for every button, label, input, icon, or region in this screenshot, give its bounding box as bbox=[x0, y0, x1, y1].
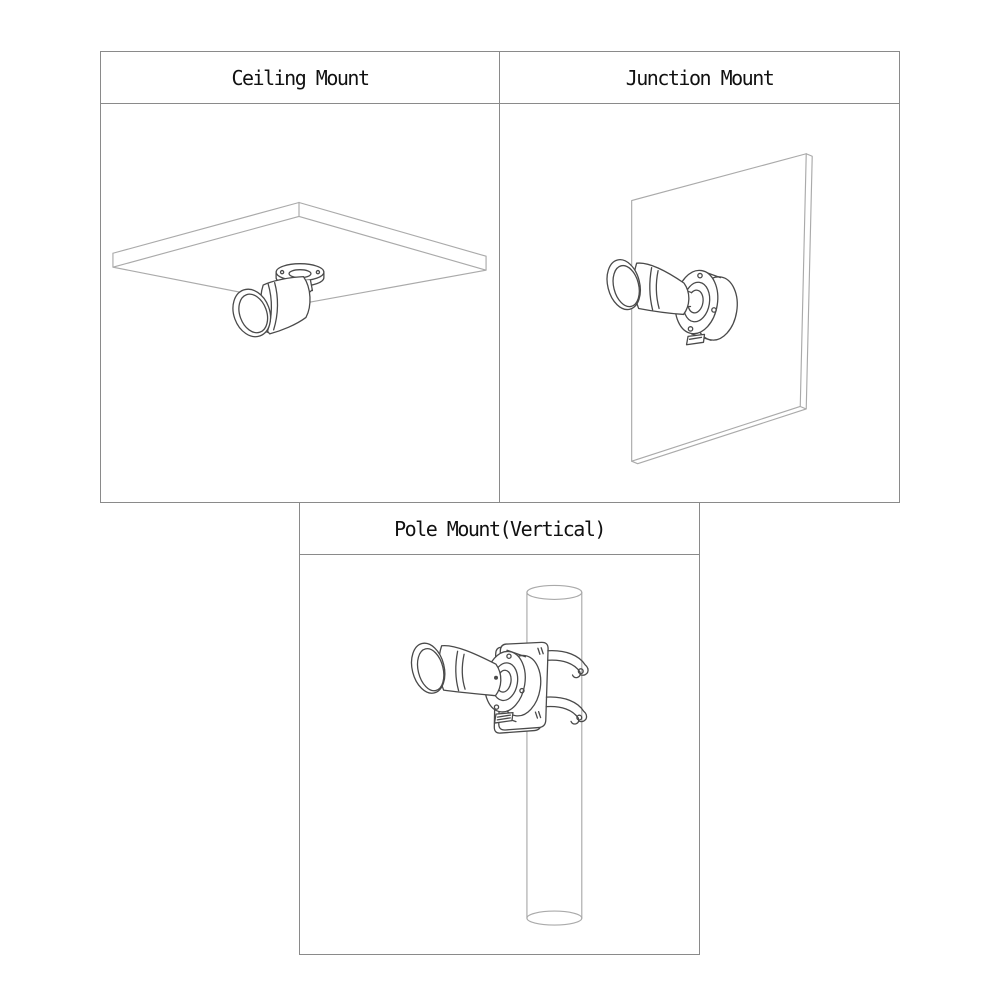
bullet-camera bbox=[407, 640, 501, 697]
panel-title-ceiling: Ceiling Mount bbox=[101, 52, 499, 104]
panel-junction-mount bbox=[499, 51, 900, 503]
panel-ceiling-mount bbox=[100, 51, 500, 503]
panel-title-junction: Junction Mount bbox=[500, 52, 899, 104]
panel-body-pole bbox=[300, 555, 699, 954]
pole bbox=[527, 585, 582, 925]
ceiling-mount-illustration bbox=[101, 104, 499, 502]
stem-screw-dot bbox=[494, 676, 498, 680]
junction-mount-illustration bbox=[500, 104, 899, 502]
bullet-camera bbox=[227, 277, 310, 342]
panel-pole-mount bbox=[299, 502, 700, 955]
lower-strap-clamp bbox=[546, 697, 586, 724]
pole-mount-illustration bbox=[300, 555, 699, 954]
panel-body-junction bbox=[500, 104, 899, 502]
panel-body-ceiling bbox=[101, 104, 499, 502]
panel-title-pole: Pole Mount(Vertical) bbox=[300, 503, 699, 555]
